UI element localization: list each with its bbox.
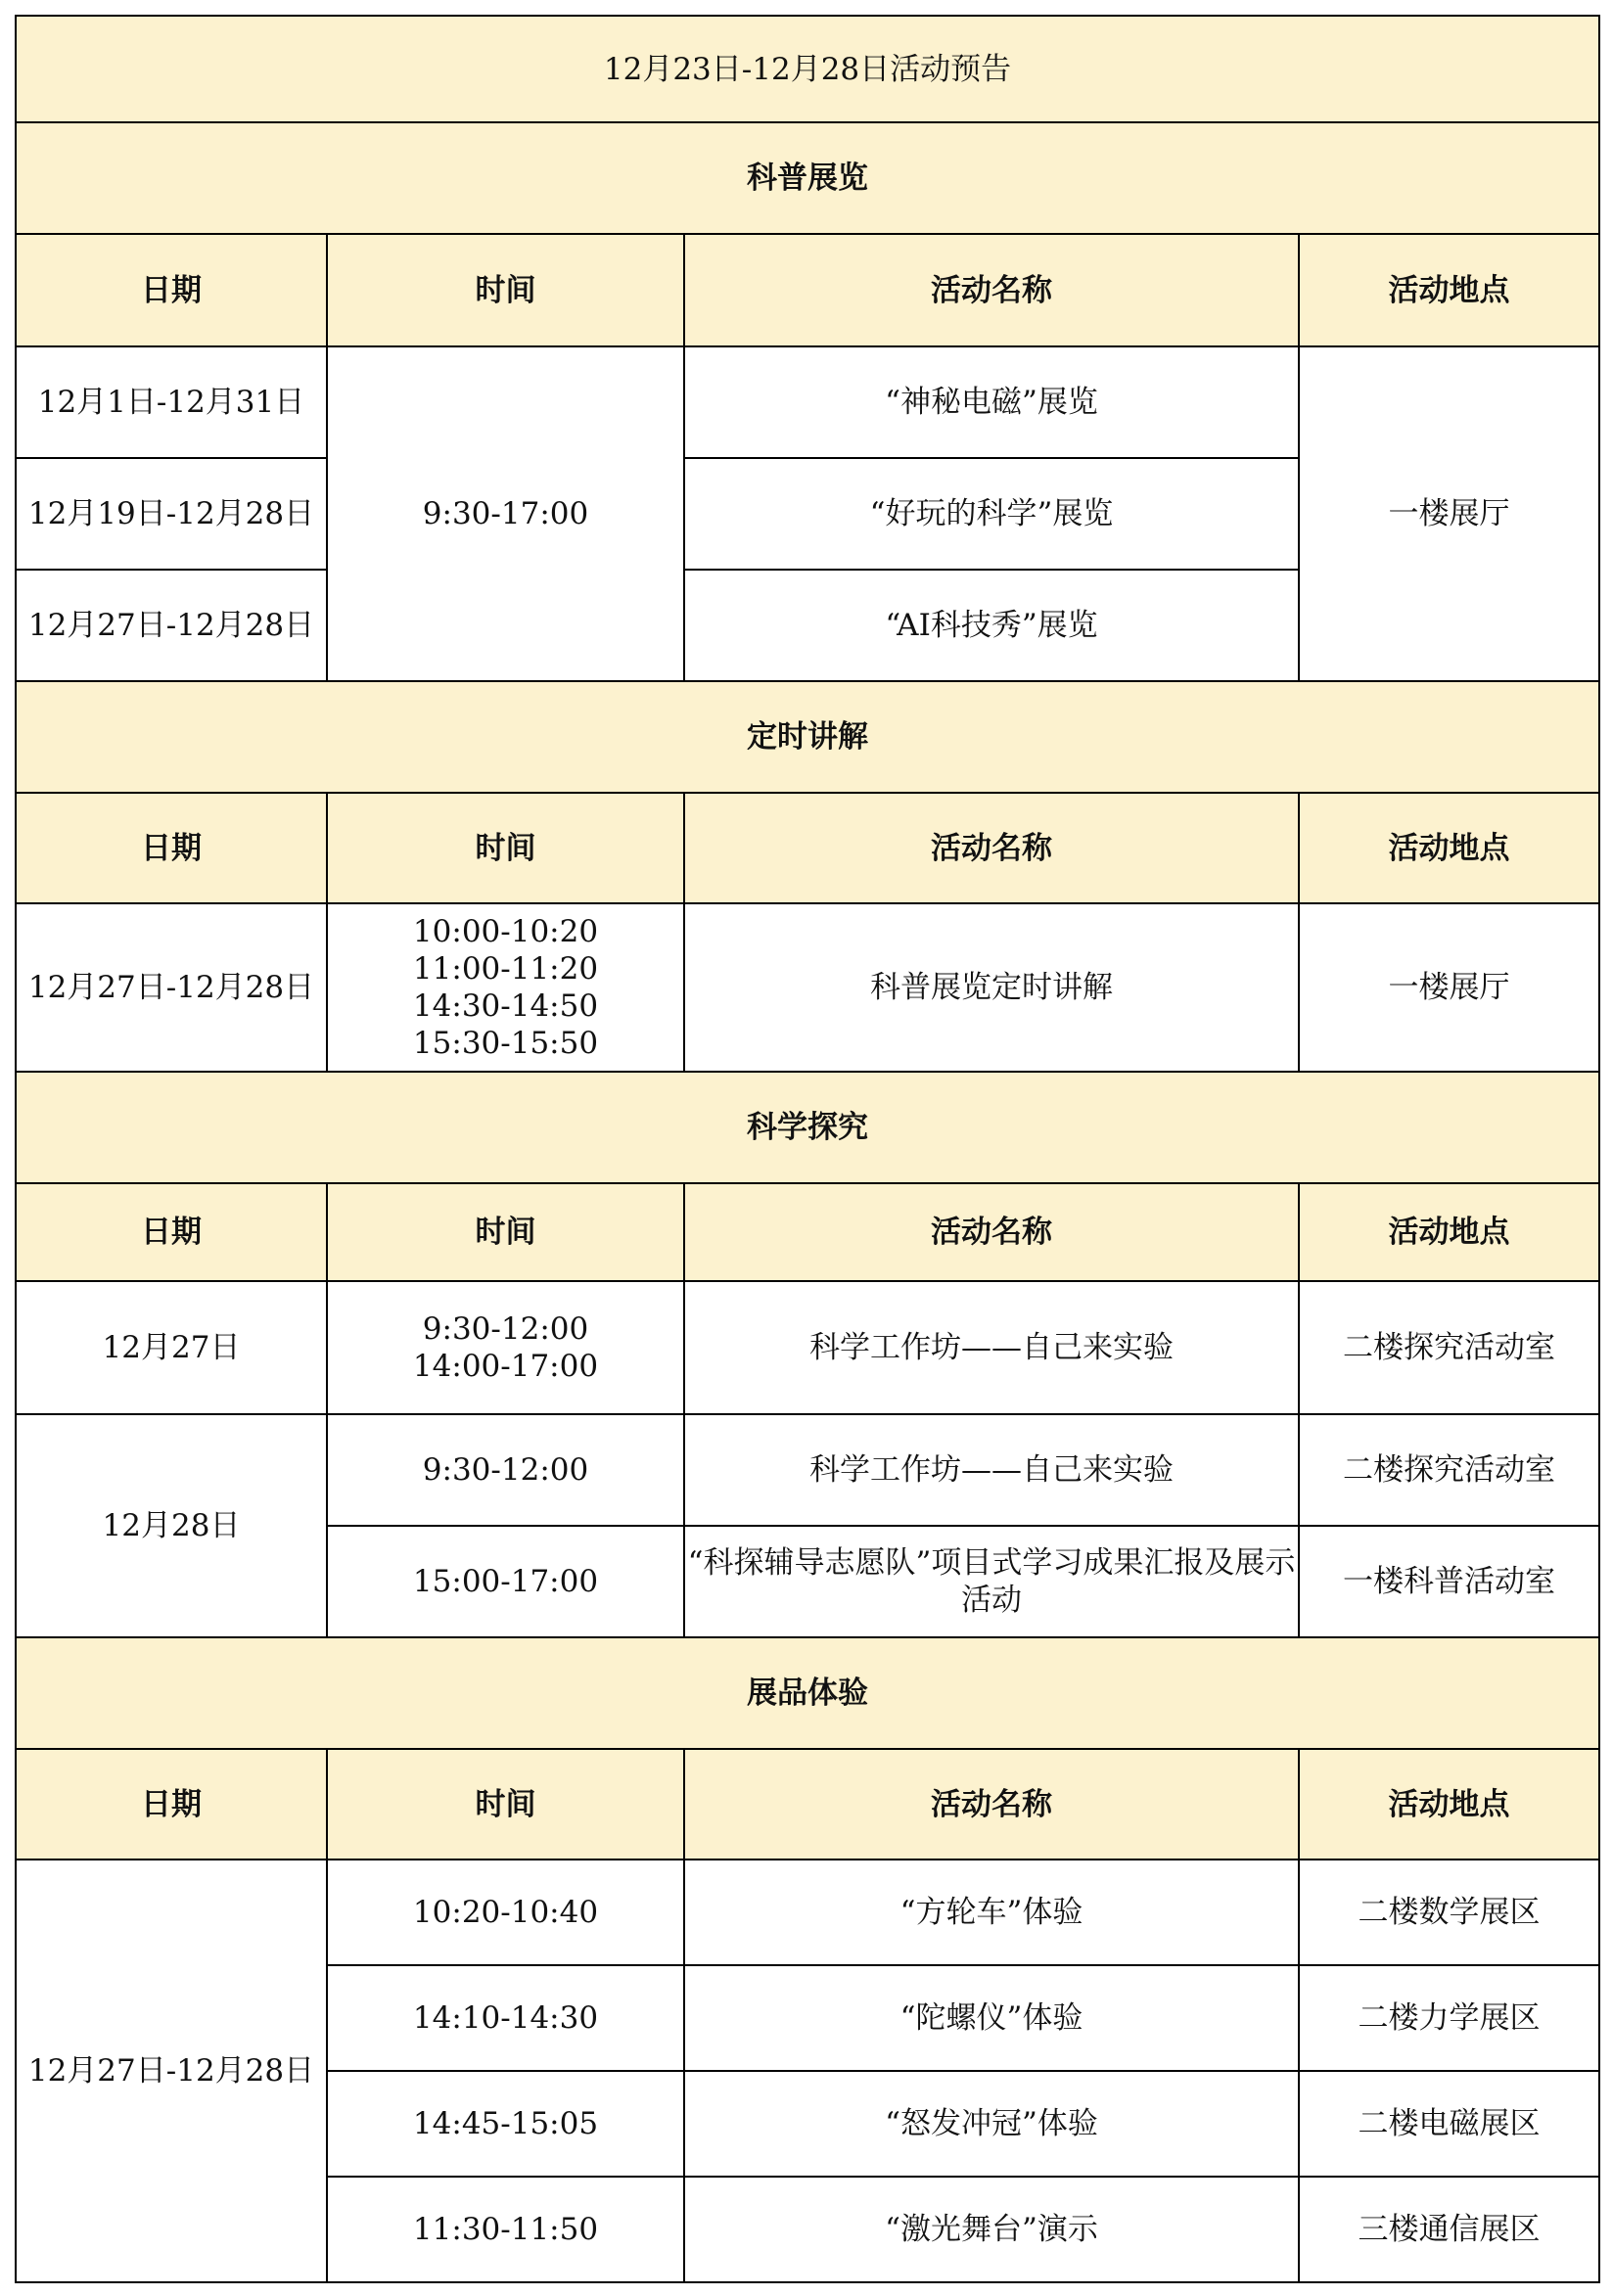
column-header-activity: 活动名称 [684,1183,1299,1281]
column-header-activity: 活动名称 [684,234,1299,346]
date-cell: 12月27日 [16,1281,327,1414]
time-slot: 15:30-15:50 [412,1026,599,1061]
table-row [16,1860,1599,1965]
column-header-location: 活动地点 [1299,1749,1599,1860]
date-cell: 12月28日 [16,1414,327,1637]
table-row [16,346,1599,458]
activity-cell: “激光舞台”演示 [684,2177,1299,2282]
activity-cell: “方轮车”体验 [684,1860,1299,1965]
section-title: 科普展览 [16,122,1599,234]
time-cell: 10:20-10:40 [327,1860,684,1965]
location-cell: 二楼探究活动室 [1299,1281,1599,1414]
time-cell: 15:00-17:00 [327,1526,684,1637]
activity-cell: “AI科技秀”展览 [684,570,1299,681]
time-slot: 9:30-12:00 [422,1311,589,1347]
section-header-row [16,1072,1599,1183]
activity-cell: 科学工作坊——自己来实验 [684,1281,1299,1414]
location-cell: 二楼电磁展区 [1299,2071,1599,2177]
column-header-row [16,1749,1599,1860]
time-slot: 11:00-11:20 [412,951,599,987]
table-row [16,1414,1599,1526]
time-cell: 14:45-15:05 [327,2071,684,2177]
table-row [16,1281,1599,1414]
location-cell: 二楼探究活动室 [1299,1414,1599,1526]
column-header-time: 时间 [327,1183,684,1281]
time-cell [327,903,684,1072]
column-header-date: 日期 [16,1749,327,1860]
date-cell: 12月19日-12月28日 [16,458,327,570]
column-header-time: 时间 [327,234,684,346]
column-header-location: 活动地点 [1299,1183,1599,1281]
table-row [16,903,1599,1072]
column-header-location: 活动地点 [1299,793,1599,903]
page-title: 12月23日-12月28日活动预告 [16,16,1599,122]
time-cell: 14:10-14:30 [327,1965,684,2071]
column-header-date: 日期 [16,793,327,903]
date-cell: 12月1日-12月31日 [16,346,327,458]
location-cell: 二楼力学展区 [1299,1965,1599,2071]
time-cell [327,1281,684,1414]
location-cell: 一楼展厅 [1299,903,1599,1072]
section-header-row [16,122,1599,234]
location-cell: 一楼展厅 [1299,346,1599,681]
column-header-activity: 活动名称 [684,793,1299,903]
activity-cell: 科学工作坊——自己来实验 [684,1414,1299,1526]
activity-schedule-sheet [15,15,1598,2283]
activity-cell: “怒发冲冠”体验 [684,2071,1299,2177]
time-slot: 14:00-17:00 [412,1349,599,1384]
title-row [16,16,1599,122]
date-cell: 12月27日-12月28日 [16,570,327,681]
activity-cell: “科探辅导志愿队”项目式学习成果汇报及展示活动 [684,1526,1299,1637]
column-header-row [16,793,1599,903]
column-header-row [16,234,1599,346]
column-header-time: 时间 [327,793,684,903]
column-header-time: 时间 [327,1749,684,1860]
time-cell: 9:30-17:00 [327,346,684,681]
location-cell: 三楼通信展区 [1299,2177,1599,2282]
date-cell: 12月27日-12月28日 [16,903,327,1072]
time-slot: 10:00-10:20 [412,914,599,949]
column-header-activity: 活动名称 [684,1749,1299,1860]
column-header-date: 日期 [16,1183,327,1281]
section-title: 定时讲解 [16,681,1599,793]
schedule-table [15,15,1600,2283]
section-header-row [16,1637,1599,1749]
column-header-location: 活动地点 [1299,234,1599,346]
activity-cell: 科普展览定时讲解 [684,903,1299,1072]
section-header-row [16,681,1599,793]
time-cell: 9:30-12:00 [327,1414,684,1526]
column-header-date: 日期 [16,234,327,346]
location-cell: 一楼科普活动室 [1299,1526,1599,1637]
location-cell: 二楼数学展区 [1299,1860,1599,1965]
activity-cell: “好玩的科学”展览 [684,458,1299,570]
activity-cell: “陀螺仪”体验 [684,1965,1299,2071]
section-title: 科学探究 [16,1072,1599,1183]
time-cell: 11:30-11:50 [327,2177,684,2282]
date-cell: 12月27日-12月28日 [16,1860,327,2282]
time-slot: 14:30-14:50 [412,988,599,1024]
activity-cell: “神秘电磁”展览 [684,346,1299,458]
column-header-row [16,1183,1599,1281]
section-title: 展品体验 [16,1637,1599,1749]
